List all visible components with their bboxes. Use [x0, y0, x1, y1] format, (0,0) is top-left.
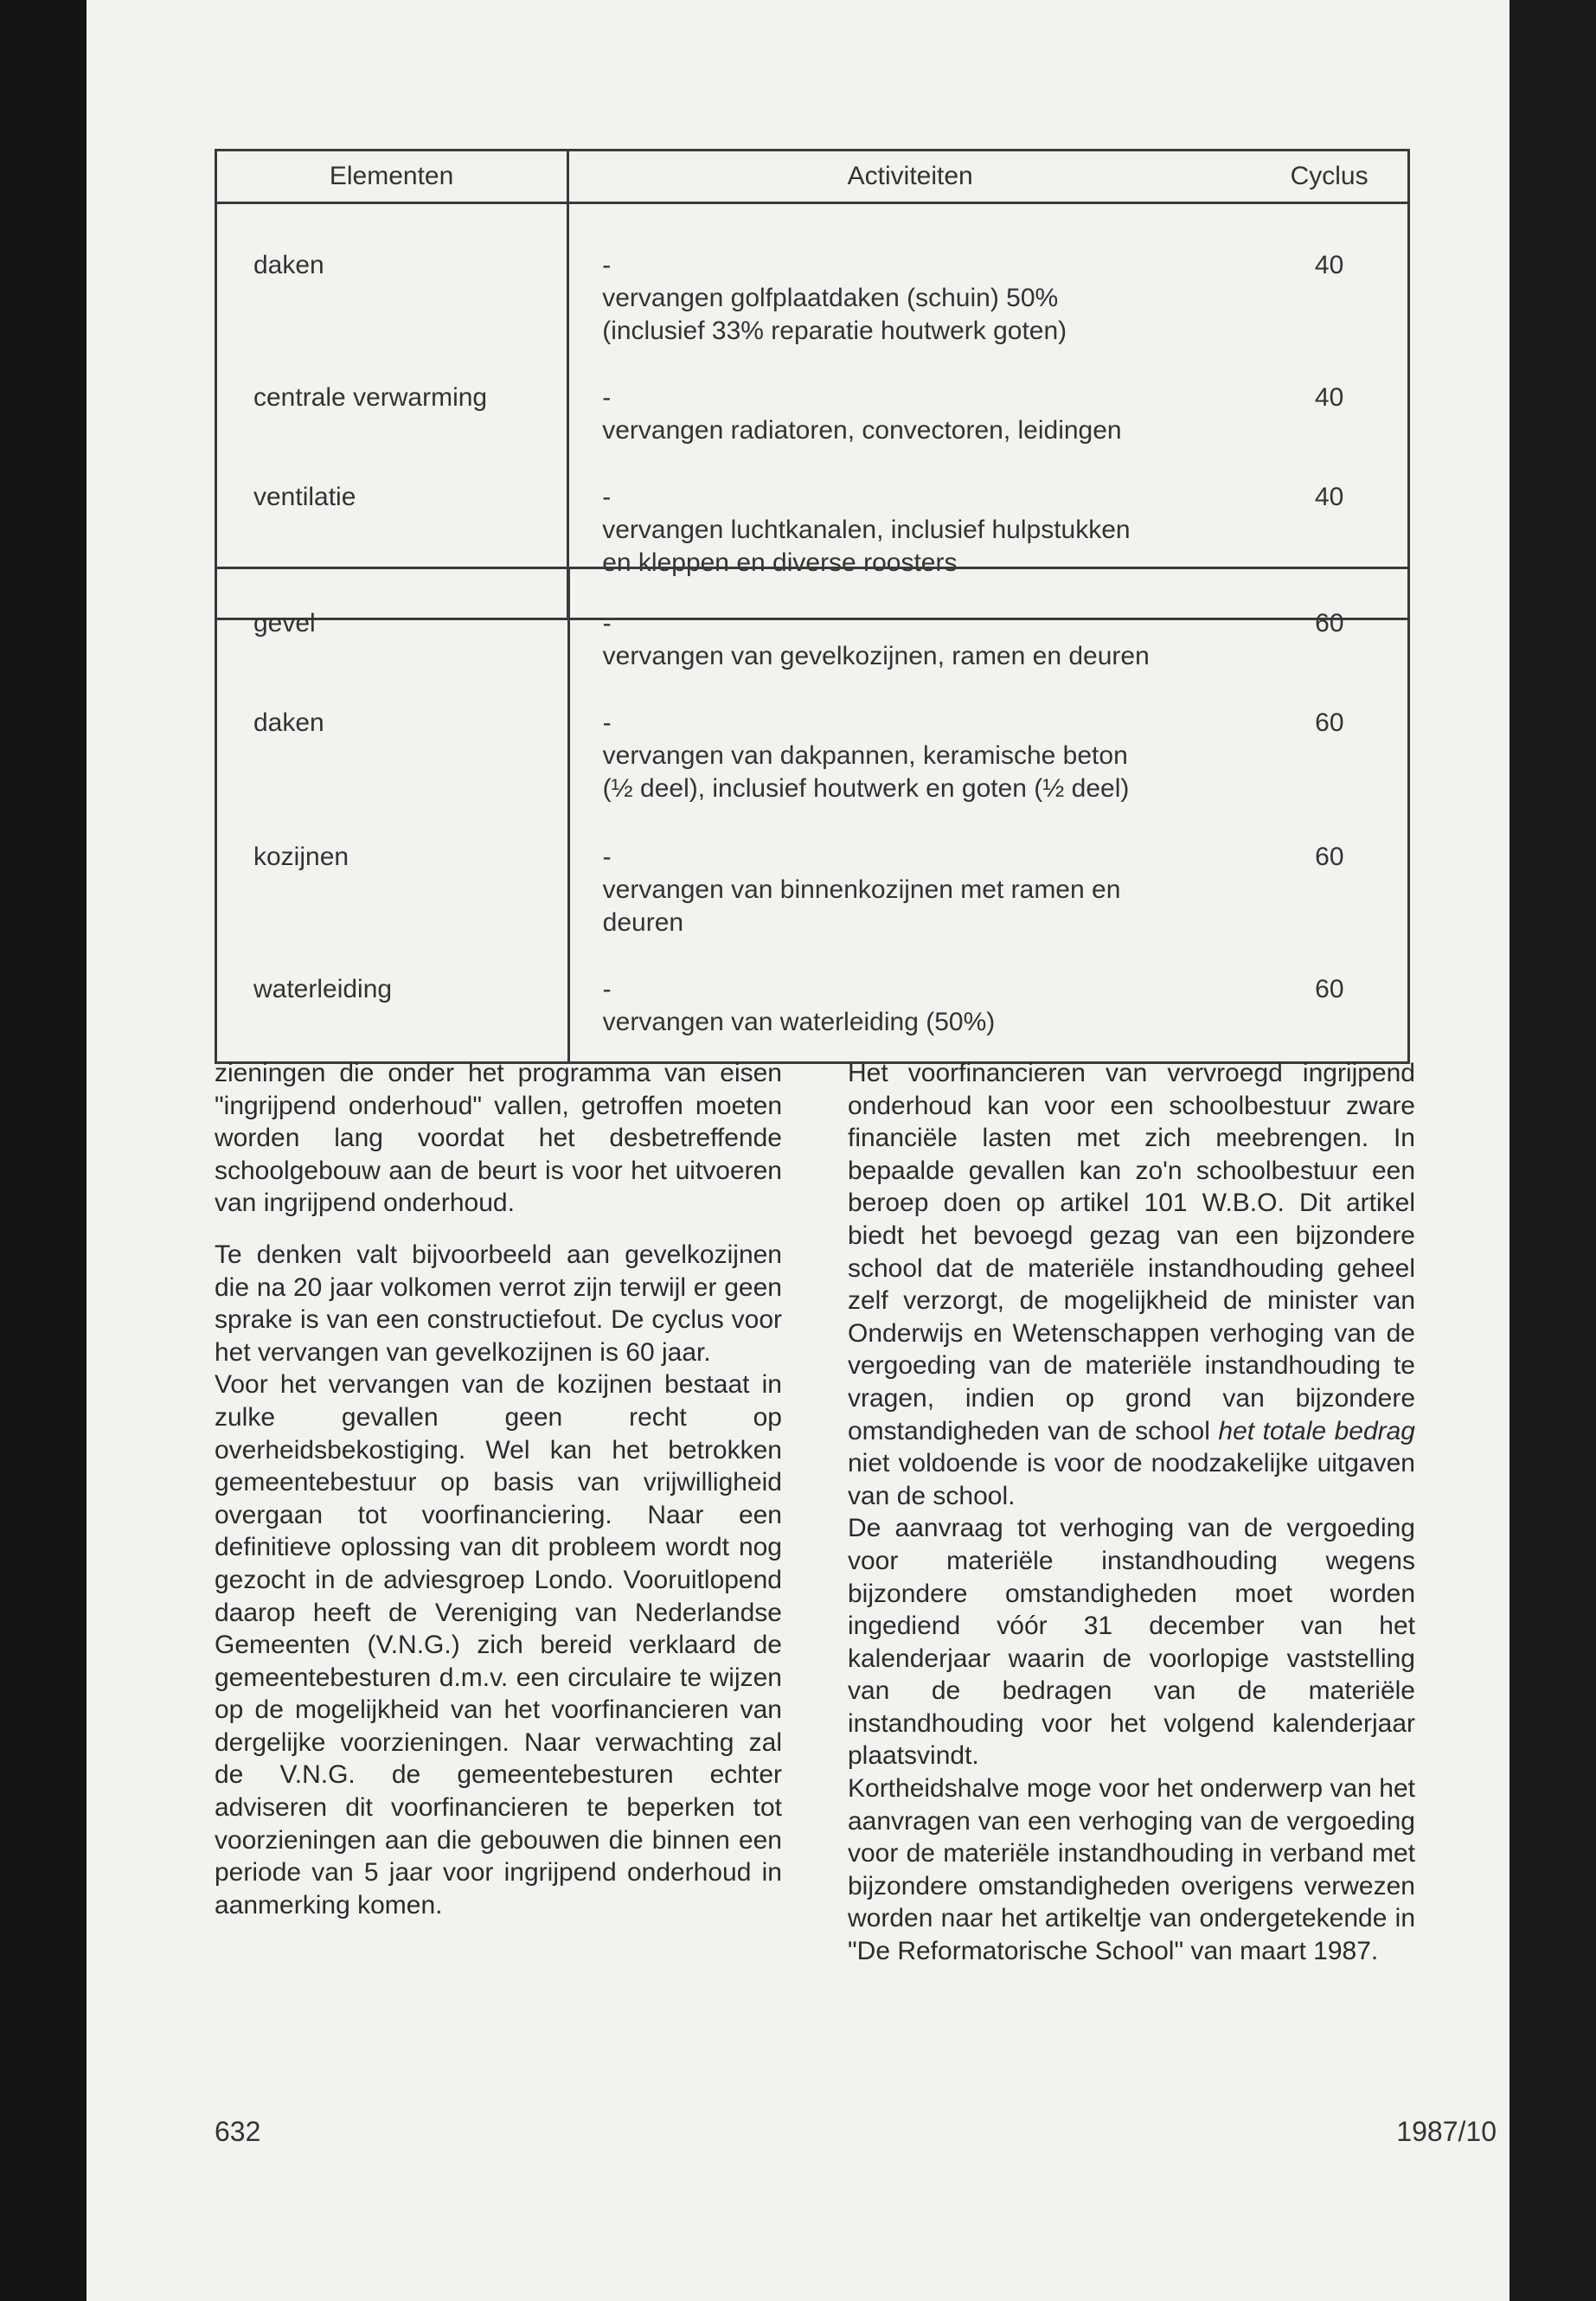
activity-text: vervangen van waterleiding (50%) — [602, 1008, 996, 1036]
maintenance-table-cycle-40 — [215, 149, 1410, 620]
document-page — [87, 0, 1509, 2301]
paragraph: Te denken valt bijvoorbeeld aan gevelkozijnen die na 20 jaar volkomen verrot zijn terwijl er geen sprake is van een constructiefout. De cyclus voor het vervangen van gevelkozijnen is 60 jaar. — [215, 1240, 782, 1367]
table-row — [216, 568, 1409, 675]
element-cell: gevel — [216, 568, 569, 675]
left-text-column — [215, 1057, 782, 1921]
scan-right-margin — [1509, 0, 1596, 2301]
activity-cell: -vervangen luchtkanalen, inclusief hulpstukken en kleppen en diverse roosters — [568, 448, 1252, 619]
cycle-cell: 40 — [1314, 251, 1344, 279]
table-row — [216, 806, 1409, 940]
cycle-cell: 40 — [1314, 383, 1344, 412]
activity-cell: -vervangen radiatoren, convectoren, leidingen — [568, 349, 1252, 448]
activity-text: vervangen van gevelkozijnen, ramen en deuren — [602, 642, 1150, 670]
paragraph: Het voorfinancieren van vervroegd ingrijpend onderhoud kan voor een schoolbestuur zware financiële lasten met zich meebrengen. In bepaalde gevallen kan zo'n schoolbestuur een beroep doen op artikel 101 W.B.O. Dit artikel biedt het bevoegd gezag van een bijzondere school dat de materiële instandhouding geheel zelf verzorgt, de mogelijkheid de minister van Onderwijs en Wetenschappen verhoging van de vergoeding van de materiële instandhouding te vragen, indien op grond van bijzondere omstandigheden van de school het totale bedrag niet voldoende is voor de noodzakelijke uitgaven van de school. — [848, 1059, 1415, 1510]
cycle-cell: 60 — [1315, 708, 1344, 737]
right-text-column — [848, 1057, 1415, 1968]
cycle-cell: 40 — [1314, 483, 1344, 511]
activity-cell: -vervangen van binnenkozijnen met ramen en deuren — [568, 806, 1252, 940]
element-cell: waterleiding — [216, 940, 569, 1063]
element-cell: daken — [216, 674, 569, 806]
page-number: 632 — [215, 2116, 261, 2147]
scan-left-margin — [0, 0, 87, 2301]
activity-cell: -vervangen van waterleiding (50%) — [568, 940, 1252, 1063]
cycle-cell: 60 — [1315, 975, 1344, 1003]
element-cell: ventilatie — [216, 448, 568, 619]
table-row — [216, 203, 1409, 349]
cycle-cell: 60 — [1315, 609, 1344, 638]
header-activiteiten: Activiteiten — [568, 151, 1252, 203]
header-elementen: Elementen — [216, 151, 568, 203]
element-cell: daken — [216, 203, 568, 349]
activity-cell: -vervangen golfplaatdaken (schuin) 50% (inclusief 33% reparatie houtwerk goten) — [568, 203, 1252, 349]
activity-cell: -vervangen van dakpannen, keramische beton (½ deel), inclusief houtwerk en goten (½ deel) — [568, 674, 1252, 806]
header-cyclus: Cyclus — [1251, 151, 1408, 203]
table-row — [216, 349, 1409, 448]
maintenance-table-cycle-60 — [215, 567, 1410, 1064]
paragraph: Kortheidshalve moge voor het onderwerp van het aanvragen van een verhoging van de vergoeding voor de materiële instandhouding in verband met bijzondere omstandigheden overigens verwezen worden naar het artikeltje van ondergetekende in "De Reformatorische School" van maart 1987. — [848, 1774, 1415, 1966]
element-cell: centrale verwarming — [216, 349, 568, 448]
cycle-cell: 60 — [1315, 843, 1344, 871]
paragraph: De aanvraag tot verhoging van de vergoeding voor materiële instandhouding wegens bijzondere omstandigheden moet worden ingediend vóór 31 december van het kalenderjaar waarin de voorlopige vaststelling van de bedragen van de materiële instandhouding voor het volgend kalenderjaar plaatsvindt. — [848, 1514, 1415, 1771]
activity-cell: -vervangen van gevelkozijnen, ramen en deuren — [568, 568, 1252, 675]
activity-text: vervangen radiatoren, convectoren, leidingen — [602, 416, 1122, 445]
table-header-row — [216, 151, 1409, 203]
paragraph: zieningen die onder het programma van eisen "ingrijpend onderhoud" vallen, getroffen moeten worden lang voordat het desbetreffende schoolgebouw aan de beurt is voor het uitvoeren van ingrijpend onderhoud. — [215, 1059, 782, 1218]
issue-number: 1987/10 — [1396, 2116, 1497, 2147]
activity-text: vervangen golfplaatdaken (schuin) 50% (inclusief 33% reparatie houtwerk goten) — [602, 284, 1067, 345]
table-row — [216, 674, 1409, 806]
activity-text: vervangen van binnenkozijnen met ramen en deuren — [602, 875, 1121, 937]
paragraph: Voor het vervangen van de kozijnen bestaat in zulke gevallen geen recht op overheidsbekostiging. Wel kan het betrokken gemeentebestuur op basis van vrijwilligheid overgaan tot voorfinanciering. Naar een definitieve oplossing van dit probleem wordt nog gezocht in de adviesgroep Londo. Vooruitlopend daarop heeft de Vereniging van Nederlandse Gemeenten (V.N.G.) zich bereid verklaard de gemeentebesturen d.m.v. een circulaire te wijzen op de mogelijkheid van het voorfinancieren van dergelijke voorzieningen. Naar verwachting zal de V.N.G. de gemeentebesturen echter adviseren dit voorfinancieren te beperken tot voorzieningen aan die gebouwen die binnen een periode van 5 jaar voor ingrijpend onderhoud in aanmerking komen. — [215, 1370, 782, 1920]
activity-text: vervangen luchtkanalen, inclusief hulpstukken en kleppen en diverse roosters — [602, 516, 1131, 577]
italic-emphasis: het totale bedrag — [1218, 1416, 1415, 1445]
element-cell: kozijnen — [216, 806, 569, 940]
table-row — [216, 940, 1409, 1063]
activity-text: vervangen van dakpannen, keramische beton (½ deel), inclusief houtwerk en goten (½ deel) — [602, 741, 1130, 803]
